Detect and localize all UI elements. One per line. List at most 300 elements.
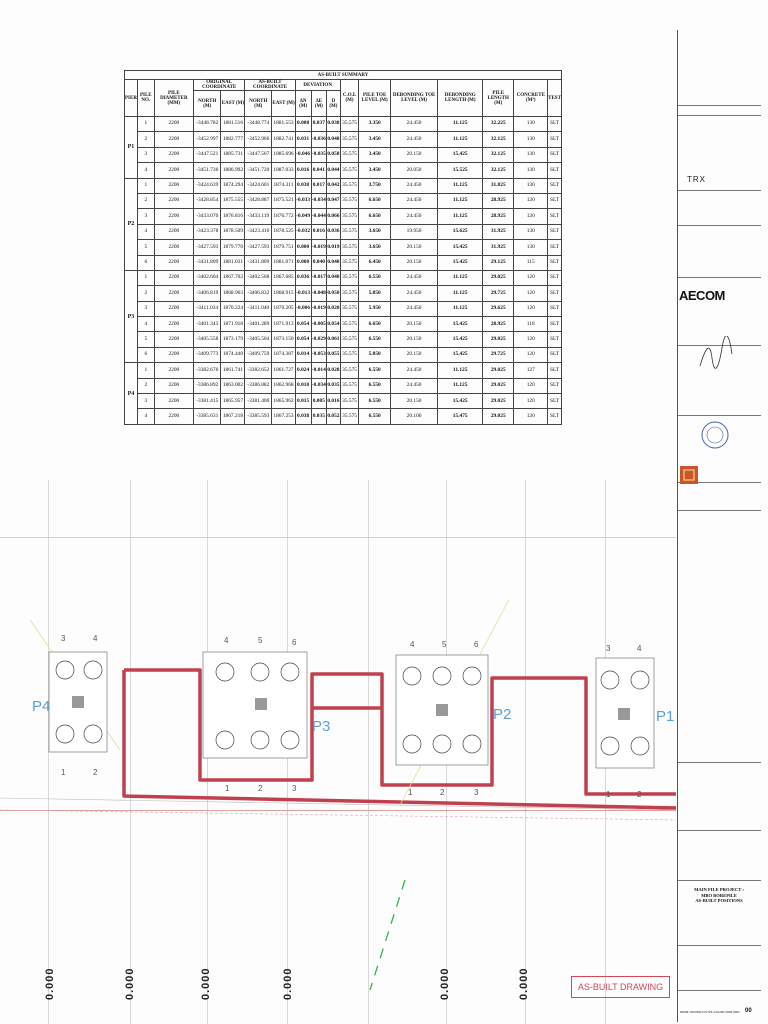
table-cell: 0.061	[327, 332, 340, 347]
coordinate-label: 0.000	[439, 967, 451, 1000]
table-cell: 29.125	[483, 255, 514, 270]
table-cell: 1870.205	[272, 301, 295, 316]
table-cell: SLT	[548, 240, 562, 255]
table-cell: SLT	[548, 301, 562, 316]
pile-number: 6	[474, 640, 479, 649]
grid-line	[0, 537, 676, 538]
table-cell: 1875.521	[272, 193, 295, 208]
table-cell: 2200	[154, 117, 193, 132]
table-cell: 35.575	[340, 317, 359, 332]
table-cell: 0.019	[327, 240, 340, 255]
table-cell: -3405.558	[194, 332, 221, 347]
pile-number: 5	[442, 640, 447, 649]
table-cell: -0.017	[311, 270, 327, 285]
table-cell: 6.550	[359, 363, 390, 378]
table-cell: 1876.816	[221, 209, 245, 224]
pile-cap-p2	[396, 655, 488, 765]
table-row	[125, 394, 562, 409]
table-cell: -0.048	[311, 286, 327, 301]
table-cell: 11.125	[438, 286, 483, 301]
table-row	[125, 317, 562, 332]
header-north: NORTH (M)	[245, 91, 272, 117]
header-col: C.O.L (M)	[340, 80, 359, 117]
table-cell: 0.052	[327, 409, 340, 424]
table-cell: 5	[137, 240, 154, 255]
table-cell: -3424.601	[245, 178, 272, 193]
table-cell: 24.450	[390, 117, 438, 132]
table-cell: -0.032	[295, 224, 311, 239]
table-cell: 1876.772	[272, 209, 295, 224]
table-row	[125, 286, 562, 301]
table-cell: 19.950	[390, 224, 438, 239]
table-cell: SLT	[548, 270, 562, 285]
table-cell: -3381.400	[245, 394, 272, 409]
table-cell: 35.575	[340, 178, 359, 193]
table-cell: 20.150	[390, 240, 438, 255]
table-cell: 24.450	[390, 378, 438, 393]
table-cell: 29.025	[483, 270, 514, 285]
table-cell: 0.028	[327, 363, 340, 378]
consultant-logo	[680, 466, 698, 484]
table-cell: -3451.720	[245, 163, 272, 178]
table-cell: 0.040	[327, 270, 340, 285]
pile-number: 4	[637, 644, 642, 653]
table-cell: 2200	[154, 347, 193, 362]
table-cell: 5.950	[359, 301, 390, 316]
table-cell: 11.125	[438, 378, 483, 393]
table-cell: 0.024	[295, 363, 311, 378]
table-cell: 1882.741	[272, 132, 295, 147]
table-cell: 1867.218	[221, 409, 245, 424]
table-cell: 2200	[154, 317, 193, 332]
table-cell: -3386.882	[245, 378, 272, 393]
table-cell: -0.013	[295, 286, 311, 301]
table-cell: 4	[137, 163, 154, 178]
table-cell: 6.650	[359, 317, 390, 332]
table-cell: 5	[137, 332, 154, 347]
table-cell: 0.016	[295, 163, 311, 178]
table-cell: 20.150	[390, 332, 438, 347]
table-cell: -3452.997	[194, 132, 221, 147]
table-cell: 2200	[154, 286, 193, 301]
table-cell: -0.005	[311, 317, 327, 332]
table-cell: 6	[137, 347, 154, 362]
table-cell: 0.040	[311, 255, 327, 270]
table-cell: 0.038	[295, 178, 311, 193]
table-cell: 0.014	[295, 347, 311, 362]
table-cell: 0.037	[311, 117, 327, 132]
table-cell: 2200	[154, 394, 193, 409]
table-cell: 35.575	[340, 394, 359, 409]
table-cell: 120	[514, 409, 548, 424]
table-cell: 35.575	[340, 193, 359, 208]
table-cell: 0.054	[295, 317, 311, 332]
table-cell: 29.025	[483, 363, 514, 378]
table-row	[125, 378, 562, 393]
table-cell: 1861.741	[221, 363, 245, 378]
header-debonding-length: DEBONDING LENGTH (M)	[438, 80, 483, 117]
table-cell: 1873.150	[272, 332, 295, 347]
table-cell: 115	[514, 255, 548, 270]
table-cell: 2	[137, 378, 154, 393]
coordinate-label: 0.000	[518, 967, 530, 1000]
table-cell: 0.055	[327, 347, 340, 362]
table-cell: SLT	[548, 193, 562, 208]
header-pile-no: PILE NO.	[137, 80, 154, 117]
table-cell: -3401.289	[245, 317, 272, 332]
table-cell: 3	[137, 209, 154, 224]
document-number: DESB-TRX06W-CIV-NS-CAS-BP-0005-0001	[680, 1010, 740, 1014]
table-cell: 130	[514, 178, 548, 193]
table-cell: 2200	[154, 178, 193, 193]
table-cell: 24.450	[390, 270, 438, 285]
table-cell: 0.040	[327, 255, 340, 270]
pile-number: 2	[440, 788, 445, 797]
project-line: AS-BUILT POSITIONS	[695, 898, 743, 904]
table-cell: 24.450	[390, 132, 438, 147]
table-row	[125, 209, 562, 224]
table-cell: 24.450	[390, 286, 438, 301]
table-cell: -3382.676	[194, 363, 221, 378]
table-cell: -3423.378	[194, 224, 221, 239]
table-cell: SLT	[548, 255, 562, 270]
table-cell: 1871.918	[221, 317, 245, 332]
table-cell: SLT	[548, 332, 562, 347]
table-cell: SLT	[548, 394, 562, 409]
table-cell: 1867.685	[272, 270, 295, 285]
table-cell: 1881.516	[221, 117, 245, 132]
table-row	[125, 301, 562, 316]
table-cell: 1862.968	[272, 378, 295, 393]
table-cell: 1861.727	[272, 363, 295, 378]
table-cell: 35.575	[340, 147, 359, 162]
coordinate-label: 0.000	[124, 967, 136, 1000]
table-cell: 3.450	[359, 147, 390, 162]
table-cell: 6.550	[359, 270, 390, 285]
pile-number: 3	[606, 644, 611, 653]
project-line: MBO BOREPILE	[701, 892, 737, 898]
table-cell: 0.017	[311, 178, 327, 193]
table-cell: 31.925	[483, 224, 514, 239]
header-dn: ΔN (M)	[295, 91, 311, 117]
table-cell: -0.044	[311, 209, 327, 224]
table-cell: 11.125	[438, 193, 483, 208]
table-cell: 35.575	[340, 255, 359, 270]
table-cell: 6	[137, 255, 154, 270]
table-cell: 0.005	[311, 394, 327, 409]
table-cell: 0.041	[311, 163, 327, 178]
table-cell: 0.010	[295, 378, 311, 393]
table-cell: 11.125	[438, 132, 483, 147]
table-cell: 4	[137, 317, 154, 332]
table-row	[125, 132, 562, 147]
table-cell: -3411.034	[194, 301, 221, 316]
table-cell: 120	[514, 270, 548, 285]
header-east: EAST (M)	[272, 91, 295, 117]
table-cell: SLT	[548, 224, 562, 239]
table-cell: 120	[514, 301, 548, 316]
table-cell: 35.575	[340, 286, 359, 301]
header-as-built-coordinate: AS-BUILT COORDINATE	[245, 80, 295, 91]
table-cell: 15.475	[438, 409, 483, 424]
table-cell: 0.000	[295, 240, 311, 255]
table-cell: 0.066	[327, 209, 340, 224]
pile-number: 2	[637, 790, 642, 799]
table-cell: 1878.509	[221, 224, 245, 239]
table-cell: 2200	[154, 193, 193, 208]
table-cell: 35.575	[340, 163, 359, 178]
table-cell: 1867.253	[272, 409, 295, 424]
table-cell: -3402.568	[245, 270, 272, 285]
table-cell: SLT	[548, 347, 562, 362]
table-cell: 0.058	[327, 147, 340, 162]
table-cell: 1881.553	[272, 117, 295, 132]
table-cell: 130	[514, 147, 548, 162]
table-row	[125, 363, 562, 378]
table-cell: SLT	[548, 409, 562, 424]
table-cell: 24.450	[390, 301, 438, 316]
table-cell: 1885.731	[221, 147, 245, 162]
table-cell: 2200	[154, 132, 193, 147]
table-row	[125, 163, 562, 178]
table-cell: -0.033	[295, 193, 311, 208]
pier-cell: P2	[125, 178, 138, 270]
pile-number: 4	[410, 640, 415, 649]
table-cell: 1865.962	[272, 394, 295, 409]
header-east: EAST (M)	[221, 91, 245, 117]
table-cell: 35.575	[340, 301, 359, 316]
table-cell: -0.046	[295, 147, 311, 162]
as-built-stamp: AS-BUILT DRAWING	[571, 976, 670, 998]
table-cell: 35.575	[340, 240, 359, 255]
table-cell: 2200	[154, 332, 193, 347]
table-cell: 2200	[154, 363, 193, 378]
table-cell: 0.054	[295, 332, 311, 347]
table-cell: -0.019	[311, 240, 327, 255]
table-cell: 35.575	[340, 117, 359, 132]
table-cell: 28.925	[483, 317, 514, 332]
table-cell: -3382.652	[245, 363, 272, 378]
pier-label-p2: P2	[493, 706, 512, 723]
table-cell: 1874.440	[221, 347, 245, 362]
table-cell: 0.047	[327, 193, 340, 208]
table-cell: 0.000	[295, 255, 311, 270]
table-cell: 15.425	[438, 240, 483, 255]
table-cell: 29.025	[483, 378, 514, 393]
table-cell: 24.450	[390, 209, 438, 224]
table-cell: 0.008	[295, 117, 311, 132]
header-debonding-toe: DEBONDING TOE LEVEL (M)	[390, 80, 438, 117]
table-cell: 120	[514, 394, 548, 409]
table-cell: 1865.957	[221, 394, 245, 409]
table-cell: 11.125	[438, 209, 483, 224]
table-cell: 3	[137, 301, 154, 316]
company-seal	[700, 420, 730, 450]
table-cell: 1874.294	[221, 178, 245, 193]
table-cell: SLT	[548, 117, 562, 132]
table-cell: 1879.751	[272, 240, 295, 255]
pile-number: 1	[408, 788, 413, 797]
table-cell: 35.575	[340, 332, 359, 347]
pile-cap-p3	[203, 652, 307, 758]
table-cell: 1873.179	[221, 332, 245, 347]
table-row	[125, 270, 562, 285]
table-cell: 2200	[154, 224, 193, 239]
table-cell: 0.016	[327, 394, 340, 409]
table-cell: 120	[514, 378, 548, 393]
table-cell: 5.850	[359, 347, 390, 362]
table-cell: 6.550	[359, 332, 390, 347]
table-cell: 15.425	[438, 347, 483, 362]
table-cell: 15.425	[438, 147, 483, 162]
table-cell: 3.450	[359, 132, 390, 147]
coordinate-label: 0.000	[44, 967, 56, 1000]
table-cell: 35.575	[340, 270, 359, 285]
table-cell: 15.425	[438, 317, 483, 332]
table-cell: -3401.343	[194, 317, 221, 332]
table-cell: 3.450	[359, 163, 390, 178]
table-cell: 120	[514, 347, 548, 362]
table-cell: 1886.992	[221, 163, 245, 178]
table-cell: 15.425	[438, 255, 483, 270]
pile-number: 3	[61, 634, 66, 643]
table-cell: -3448.774	[245, 117, 272, 132]
table-cell: 1868.915	[272, 286, 295, 301]
table-cell: 2200	[154, 301, 193, 316]
table-cell: -3385.631	[194, 409, 221, 424]
table-row	[125, 332, 562, 347]
table-cell: 1881.031	[221, 255, 245, 270]
header-de: ΔE (M)	[311, 91, 327, 117]
pier-label-p4: P4	[32, 698, 51, 715]
table-row	[125, 147, 562, 162]
table-cell: 2200	[154, 409, 193, 424]
header-deviation: DEVIATION	[295, 80, 340, 91]
table-cell: 1	[137, 363, 154, 378]
table-cell: 15.425	[438, 394, 483, 409]
table-cell: 1875.555	[221, 193, 245, 208]
table-row	[125, 240, 562, 255]
header-pile-diameter: PILE DIAMETER (MM)	[154, 80, 193, 117]
table-cell: 0.044	[327, 163, 340, 178]
table-cell: -3447.521	[194, 147, 221, 162]
table-cell: 11.125	[438, 363, 483, 378]
table-row	[125, 193, 562, 208]
pile-number: 2	[93, 768, 98, 777]
table-cell: 24.450	[390, 363, 438, 378]
table-cell: -3428.887	[245, 193, 272, 208]
pile-number: 4	[93, 634, 98, 643]
table-cell: -3431.809	[194, 255, 221, 270]
pile-number: 1	[61, 768, 66, 777]
table-cell: 0.015	[295, 394, 311, 409]
table-cell: -0.053	[311, 347, 327, 362]
table-cell: 0.042	[327, 178, 340, 193]
table-title: AS-BUILT SUMMARY	[125, 71, 562, 80]
table-cell: -0.019	[311, 301, 327, 316]
table-cell: 1867.702	[221, 270, 245, 285]
table-cell: 35.575	[340, 347, 359, 362]
pier-cell: P3	[125, 270, 138, 362]
table-cell: -0.034	[311, 378, 327, 393]
table-row	[125, 347, 562, 362]
table-cell: 2200	[154, 270, 193, 285]
table-row	[125, 224, 562, 239]
table-cell: 0.035	[311, 409, 327, 424]
table-cell: 0.054	[327, 317, 340, 332]
table-cell: 28.925	[483, 209, 514, 224]
table-cell: 0.048	[327, 132, 340, 147]
table-cell: 1885.696	[272, 147, 295, 162]
table-cell: 130	[514, 132, 548, 147]
table-cell: -0.035	[311, 147, 327, 162]
table-cell: -3447.567	[245, 147, 272, 162]
table-cell: -3406.832	[245, 286, 272, 301]
engineer-signature	[696, 336, 736, 376]
table-cell: 20.150	[390, 147, 438, 162]
pile-number: 1	[225, 784, 230, 793]
table-cell: -3451.736	[194, 163, 221, 178]
table-cell: -0.049	[295, 209, 311, 224]
table-cell: 31.825	[483, 178, 514, 193]
table-cell: 15.425	[438, 332, 483, 347]
table-cell: 32.225	[483, 117, 514, 132]
aecom-logo: AECOM	[679, 288, 725, 303]
table-cell: 0.035	[327, 378, 340, 393]
table-cell: SLT	[548, 132, 562, 147]
table-cell: 32.125	[483, 147, 514, 162]
pile-number: 1	[606, 790, 611, 799]
table-cell: -3427.593	[245, 240, 272, 255]
pile-number: 2	[258, 784, 263, 793]
table-row	[125, 409, 562, 424]
header-d: D (M)	[327, 91, 340, 117]
table-cell: 0.031	[295, 132, 311, 147]
table-cell: 31.925	[483, 240, 514, 255]
coordinate-label: 0.000	[282, 967, 294, 1000]
table-cell: 11.125	[438, 270, 483, 285]
header-pier: PIER	[125, 80, 138, 117]
table-cell: -3423.410	[245, 224, 272, 239]
table-cell: 29.025	[483, 394, 514, 409]
table-cell: 6.650	[359, 193, 390, 208]
table-cell: 20.050	[390, 163, 438, 178]
as-built-summary-table	[124, 70, 562, 425]
table-cell: 3	[137, 394, 154, 409]
table-cell: 1881.071	[272, 255, 295, 270]
table-cell: 35.575	[340, 409, 359, 424]
table-cell: 29.725	[483, 286, 514, 301]
table-cell: 2200	[154, 147, 193, 162]
table-body	[125, 117, 562, 425]
table-cell: 6.550	[359, 378, 390, 393]
table-cell: 0.016	[311, 224, 327, 239]
table-cell: 15.625	[438, 224, 483, 239]
header-concrete: CONCRETE (M³)	[514, 80, 548, 117]
table-cell: 29.725	[483, 347, 514, 362]
table-cell: 2	[137, 286, 154, 301]
table-cell: -3406.819	[194, 286, 221, 301]
pier-label-p1: P1	[656, 708, 675, 725]
pile-number: 5	[258, 636, 263, 645]
pier-cell: P1	[125, 117, 138, 179]
header-pile-length: PILE LENGTH (M)	[483, 80, 514, 117]
table-cell: 1870.224	[221, 301, 245, 316]
table-cell: 24.450	[390, 193, 438, 208]
table-cell: 2	[137, 193, 154, 208]
table-cell: -3405.504	[245, 332, 272, 347]
table-cell: 11.125	[438, 117, 483, 132]
